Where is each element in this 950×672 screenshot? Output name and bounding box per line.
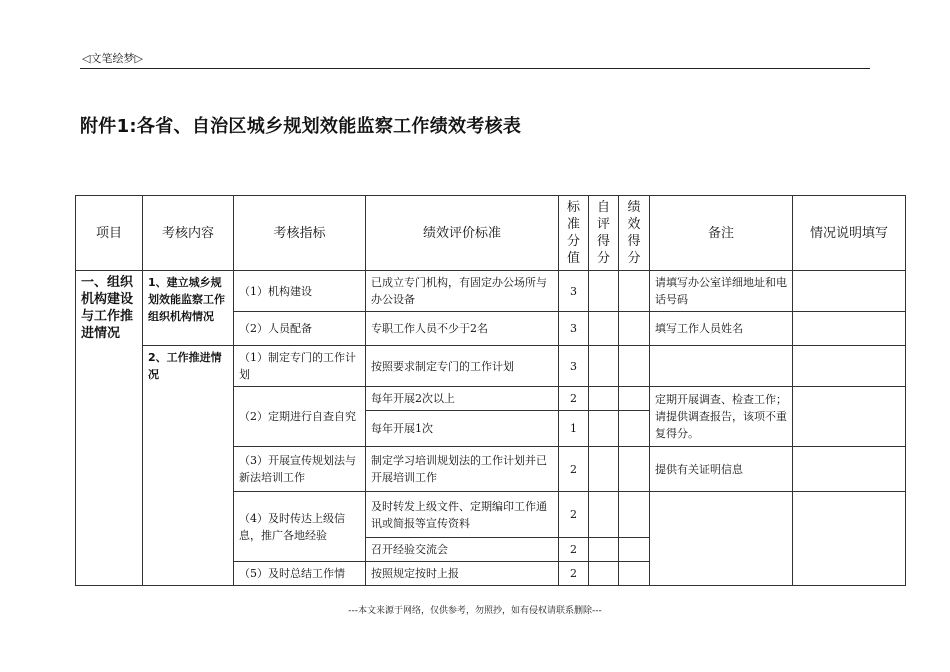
- perf-score-cell[interactable]: [619, 312, 650, 346]
- standard-score-cell: 2: [559, 387, 589, 411]
- header-explanation: 情况说明填写: [793, 196, 906, 271]
- criteria-cell: 按照规定按时上报: [366, 562, 559, 586]
- category-cell: 一、组织机构建设与工作推进情况: [76, 271, 143, 586]
- header-standard-score: 标准分值: [559, 196, 589, 271]
- indicator-cell: （4）及时传达上级信息，推广各地经验: [234, 492, 366, 562]
- header-criteria: 绩效评价标准: [366, 196, 559, 271]
- self-score-cell[interactable]: [589, 447, 619, 492]
- remark-cell: 提供有关证明信息: [650, 447, 793, 492]
- criteria-cell: 按照要求制定专门的工作计划: [366, 346, 559, 387]
- standard-score-cell: 1: [559, 411, 589, 447]
- self-score-cell[interactable]: [589, 346, 619, 387]
- self-score-cell[interactable]: [589, 562, 619, 586]
- remark-cell: [650, 492, 793, 586]
- self-score-cell[interactable]: [589, 312, 619, 346]
- header-item: 项目: [76, 196, 143, 271]
- standard-score-cell: 3: [559, 346, 589, 387]
- criteria-cell: 及时转发上级文件、定期编印工作通讯或简报等宣传资料: [366, 492, 559, 538]
- criteria-cell: 每年开展2次以上: [366, 387, 559, 411]
- explanation-cell[interactable]: [793, 492, 906, 586]
- header-rule: [80, 68, 870, 69]
- standard-score-cell: 2: [559, 562, 589, 586]
- standard-score-cell: 3: [559, 271, 589, 312]
- assessment-table: [75, 195, 906, 586]
- indicator-cell: （2）定期进行自查自究: [234, 387, 366, 447]
- criteria-cell: 召开经验交流会: [366, 538, 559, 562]
- self-score-cell[interactable]: [589, 411, 619, 447]
- explanation-cell[interactable]: [793, 447, 906, 492]
- perf-score-cell[interactable]: [619, 411, 650, 447]
- footer-disclaimer: ---本文来源于网络，仅供参考，勿照抄，如有侵权请联系删除---: [348, 606, 602, 616]
- header-self-score: 自评得分: [589, 196, 619, 271]
- header-perf-score: 绩效得分: [619, 196, 650, 271]
- remark-cell: 请填写办公室详细地址和电话号码: [650, 271, 793, 312]
- header-indicator: 考核指标: [234, 196, 366, 271]
- table-row: [76, 346, 906, 387]
- perf-score-cell[interactable]: [619, 346, 650, 387]
- criteria-cell: 已成立专门机构，有固定办公场所与办公设备: [366, 271, 559, 312]
- self-score-cell[interactable]: [589, 271, 619, 312]
- subcategory-2-cell: 2、工作推进情况: [143, 346, 234, 586]
- remark-cell: [650, 346, 793, 387]
- subcategory-1-cell: 1、建立城乡规划效能监察工作组织机构情况: [143, 271, 234, 346]
- self-score-cell[interactable]: [589, 538, 619, 562]
- standard-score-cell: 2: [559, 538, 589, 562]
- criteria-cell: 专职工作人员不少于2名: [366, 312, 559, 346]
- self-score-cell[interactable]: [589, 387, 619, 411]
- criteria-cell: 每年开展1次: [366, 411, 559, 447]
- criteria-cell: 制定学习培训规划法的工作计划并已开展培训工作: [366, 447, 559, 492]
- table-header-row: [76, 196, 906, 271]
- indicator-cell: （1）机构建设: [234, 271, 366, 312]
- explanation-cell[interactable]: [793, 387, 906, 447]
- perf-score-cell[interactable]: [619, 447, 650, 492]
- perf-score-cell[interactable]: [619, 492, 650, 538]
- header-brand: ◁文笔绘梦▷: [82, 52, 143, 65]
- indicator-cell: （5）及时总结工作情: [234, 562, 366, 586]
- explanation-cell[interactable]: [793, 271, 906, 312]
- standard-score-cell: 2: [559, 447, 589, 492]
- perf-score-cell[interactable]: [619, 387, 650, 411]
- header-remarks: 备注: [650, 196, 793, 271]
- header-content: 考核内容: [143, 196, 234, 271]
- perf-score-cell[interactable]: [619, 271, 650, 312]
- perf-score-cell[interactable]: [619, 562, 650, 586]
- indicator-cell: （3）开展宣传规划法与新法培训工作: [234, 447, 366, 492]
- standard-score-cell: 3: [559, 312, 589, 346]
- explanation-cell[interactable]: [793, 312, 906, 346]
- indicator-cell: （1）制定专门的工作计划: [234, 346, 366, 387]
- explanation-cell[interactable]: [793, 346, 906, 387]
- remark-cell: 定期开展调查、检查工作；请提供调查报告，该项不重复得分。: [650, 387, 793, 447]
- remark-cell: 填写工作人员姓名: [650, 312, 793, 346]
- document-title: 附件1:各省、自治区城乡规划效能监察工作绩效考核表: [80, 116, 522, 137]
- standard-score-cell: 2: [559, 492, 589, 538]
- indicator-cell: （2）人员配备: [234, 312, 366, 346]
- table-row: [76, 271, 906, 312]
- self-score-cell[interactable]: [589, 492, 619, 538]
- perf-score-cell[interactable]: [619, 538, 650, 562]
